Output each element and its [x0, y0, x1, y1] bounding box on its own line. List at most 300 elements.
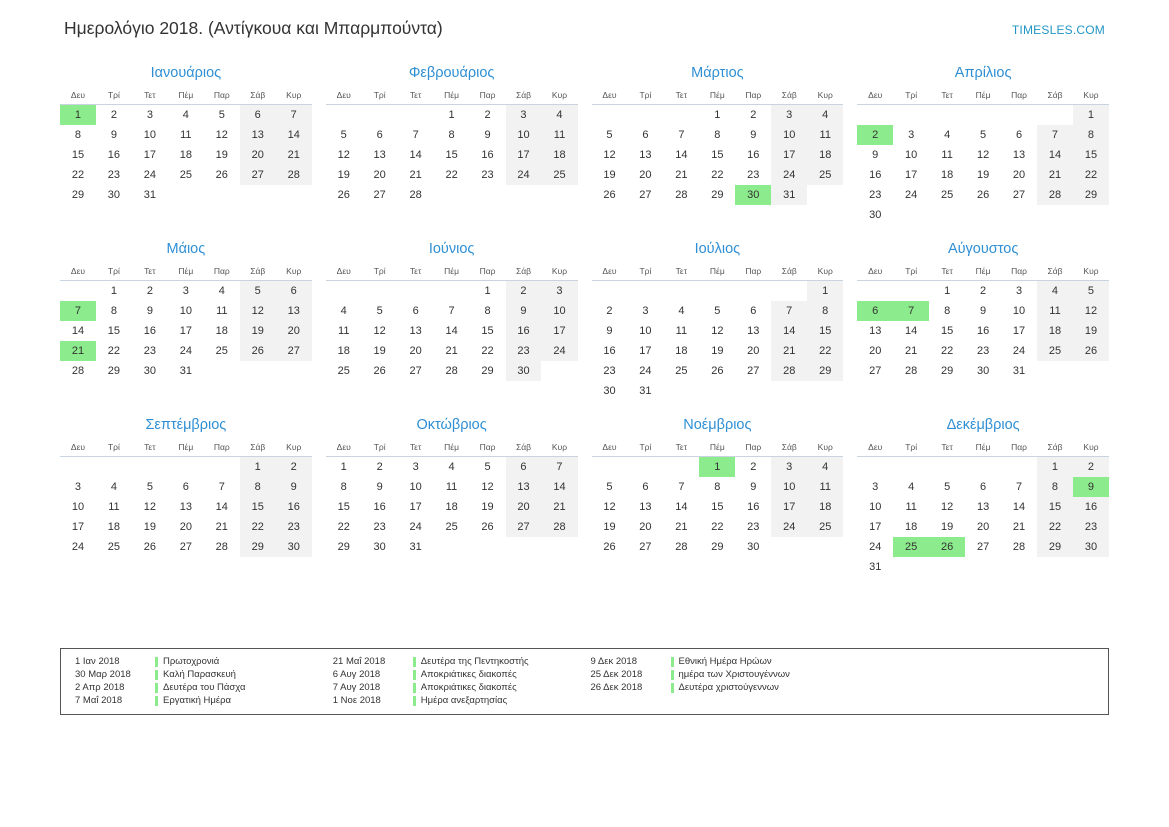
- day-cell[interactable]: 13: [639, 501, 652, 513]
- day-cell-weekend[interactable]: 10: [506, 125, 542, 145]
- day-cell-weekend[interactable]: 2: [506, 281, 542, 302]
- day-cell[interactable]: 28: [71, 365, 85, 377]
- day-cell[interactable]: 15: [337, 501, 350, 513]
- day-cell[interactable]: 13: [1012, 149, 1026, 161]
- day-cell[interactable]: 5: [340, 129, 347, 141]
- day-cell[interactable]: 8: [714, 129, 721, 141]
- day-cell-holiday[interactable]: 7: [893, 301, 929, 321]
- day-cell[interactable]: 24: [639, 365, 652, 377]
- day-cell[interactable]: 11: [108, 501, 120, 513]
- day-cell[interactable]: 16: [747, 149, 760, 161]
- day-cell[interactable]: 30: [107, 189, 121, 201]
- day-cell[interactable]: 27: [1012, 189, 1026, 201]
- day-cell[interactable]: 18: [337, 345, 350, 357]
- day-cell[interactable]: 27: [639, 189, 652, 201]
- day-cell-weekend[interactable]: 1: [240, 457, 276, 478]
- day-cell[interactable]: 20: [747, 345, 760, 357]
- day-cell[interactable]: 21: [215, 521, 228, 533]
- day-cell[interactable]: 15: [445, 149, 458, 161]
- day-cell-weekend[interactable]: 14: [1037, 145, 1073, 165]
- day-cell[interactable]: 26: [373, 365, 386, 377]
- day-cell-weekend[interactable]: 14: [276, 125, 312, 145]
- day-cell[interactable]: 28: [905, 365, 918, 377]
- day-cell[interactable]: 25: [941, 189, 954, 201]
- site-link[interactable]: TIMESLES.COM: [1011, 23, 1105, 37]
- day-cell-holiday[interactable]: 9: [1073, 477, 1109, 497]
- day-cell[interactable]: 20: [409, 345, 422, 357]
- day-cell[interactable]: 10: [179, 305, 192, 317]
- day-cell[interactable]: 25: [215, 345, 228, 357]
- day-cell[interactable]: 15: [711, 149, 724, 161]
- day-cell[interactable]: 14: [675, 149, 688, 161]
- day-cell[interactable]: 31: [639, 385, 652, 397]
- day-cell[interactable]: 28: [675, 189, 688, 201]
- day-cell-weekend[interactable]: 1: [807, 281, 843, 302]
- day-cell-weekend[interactable]: 25: [1037, 341, 1073, 361]
- day-cell-weekend[interactable]: 4: [807, 105, 843, 126]
- day-cell[interactable]: 16: [143, 325, 156, 337]
- day-cell[interactable]: 9: [146, 305, 153, 317]
- day-cell[interactable]: 31: [869, 561, 882, 573]
- day-cell-weekend[interactable]: 15: [1037, 497, 1073, 517]
- day-cell[interactable]: 18: [941, 169, 954, 181]
- day-cell[interactable]: 30: [976, 365, 990, 377]
- day-cell-weekend[interactable]: 21: [541, 497, 577, 517]
- day-cell[interactable]: 20: [639, 169, 652, 181]
- day-cell[interactable]: 17: [71, 521, 85, 533]
- day-cell[interactable]: 15: [711, 501, 724, 513]
- day-cell[interactable]: 14: [445, 325, 458, 337]
- day-cell[interactable]: 8: [340, 481, 347, 493]
- day-cell-holiday[interactable]: 6: [857, 301, 893, 321]
- day-cell[interactable]: 11: [216, 305, 228, 317]
- day-cell[interactable]: 4: [944, 129, 951, 141]
- day-cell[interactable]: 1: [340, 461, 347, 473]
- day-cell[interactable]: 13: [639, 149, 652, 161]
- day-cell[interactable]: 23: [869, 189, 882, 201]
- day-cell-weekend[interactable]: 12: [240, 301, 276, 321]
- day-cell[interactable]: 3: [182, 285, 189, 297]
- day-cell-weekend[interactable]: 23: [506, 341, 542, 361]
- day-cell[interactable]: 28: [215, 541, 228, 553]
- day-cell-weekend[interactable]: 8: [240, 477, 276, 497]
- day-cell[interactable]: 19: [481, 501, 494, 513]
- day-cell[interactable]: 29: [107, 365, 121, 377]
- day-cell[interactable]: 29: [711, 189, 724, 201]
- day-cell[interactable]: 24: [143, 169, 156, 181]
- day-cell[interactable]: 23: [976, 345, 990, 357]
- day-cell[interactable]: 22: [445, 169, 458, 181]
- day-cell[interactable]: 21: [675, 521, 688, 533]
- day-cell-weekend[interactable]: 10: [771, 125, 807, 145]
- day-cell-weekend[interactable]: 2: [276, 457, 312, 478]
- day-cell-weekend[interactable]: 13: [506, 477, 542, 497]
- day-cell-weekend[interactable]: 17: [541, 321, 577, 341]
- day-cell[interactable]: 11: [941, 149, 953, 161]
- day-cell[interactable]: 12: [215, 129, 228, 141]
- day-cell[interactable]: 31: [1012, 365, 1026, 377]
- day-cell-weekend[interactable]: 14: [541, 477, 577, 497]
- day-cell[interactable]: 1: [484, 285, 491, 297]
- day-cell[interactable]: 23: [603, 365, 616, 377]
- day-cell[interactable]: 6: [980, 481, 987, 493]
- day-cell[interactable]: 4: [678, 305, 685, 317]
- day-cell[interactable]: 23: [107, 169, 121, 181]
- day-cell[interactable]: 6: [412, 305, 419, 317]
- day-cell-weekend[interactable]: 21: [1037, 165, 1073, 185]
- day-cell-weekend[interactable]: 19: [1073, 321, 1109, 341]
- day-cell[interactable]: 11: [445, 481, 458, 493]
- day-cell[interactable]: 8: [74, 129, 82, 141]
- day-cell-weekend[interactable]: 10: [771, 477, 807, 497]
- day-cell-weekend[interactable]: 31: [771, 185, 807, 205]
- day-cell[interactable]: 30: [869, 209, 882, 221]
- day-cell[interactable]: 24: [409, 521, 422, 533]
- day-cell-weekend[interactable]: 22: [240, 517, 276, 537]
- day-cell-weekend[interactable]: 26: [240, 341, 276, 361]
- day-cell[interactable]: 18: [675, 345, 688, 357]
- day-cell[interactable]: 6: [642, 481, 649, 493]
- day-cell[interactable]: 4: [448, 461, 455, 473]
- day-cell-weekend[interactable]: 9: [276, 477, 312, 497]
- day-cell-weekend[interactable]: 24: [541, 341, 577, 361]
- day-cell[interactable]: 3: [1015, 285, 1023, 297]
- day-cell[interactable]: 17: [869, 521, 882, 533]
- day-cell[interactable]: 5: [606, 481, 613, 493]
- day-cell-weekend[interactable]: 3: [771, 105, 807, 126]
- day-cell[interactable]: 11: [180, 129, 192, 141]
- day-cell[interactable]: 4: [110, 481, 117, 493]
- day-cell-weekend[interactable]: 7: [771, 301, 807, 321]
- day-cell[interactable]: 23: [143, 345, 156, 357]
- day-cell-weekend[interactable]: 4: [807, 457, 843, 478]
- day-cell[interactable]: 12: [603, 501, 616, 513]
- day-cell[interactable]: 20: [639, 521, 652, 533]
- day-cell[interactable]: 29: [941, 365, 954, 377]
- day-cell-weekend[interactable]: 12: [1073, 301, 1109, 321]
- day-cell[interactable]: 7: [412, 129, 419, 141]
- day-cell[interactable]: 10: [143, 129, 156, 141]
- day-cell-weekend[interactable]: 22: [807, 341, 843, 361]
- day-cell[interactable]: 27: [976, 541, 990, 553]
- day-cell[interactable]: 12: [603, 149, 616, 161]
- day-cell-weekend[interactable]: 24: [506, 165, 542, 185]
- day-cell[interactable]: 27: [747, 365, 760, 377]
- day-cell[interactable]: 9: [750, 481, 757, 493]
- day-cell[interactable]: 27: [639, 541, 652, 553]
- day-cell[interactable]: 26: [215, 169, 228, 181]
- day-cell-weekend[interactable]: 8: [1073, 125, 1109, 145]
- day-cell-weekend[interactable]: 21: [771, 341, 807, 361]
- day-cell-weekend[interactable]: 7: [276, 105, 312, 126]
- day-cell[interactable]: 22: [711, 169, 724, 181]
- day-cell[interactable]: 10: [409, 481, 422, 493]
- day-cell-weekend[interactable]: 17: [771, 145, 807, 165]
- day-cell[interactable]: 9: [606, 325, 613, 337]
- day-cell-weekend[interactable]: 15: [1073, 145, 1109, 165]
- day-cell[interactable]: 10: [1012, 305, 1026, 317]
- day-cell-weekend[interactable]: 23: [1073, 517, 1109, 537]
- day-cell[interactable]: 15: [71, 149, 85, 161]
- day-cell[interactable]: 10: [905, 149, 918, 161]
- day-cell-weekend[interactable]: 9: [506, 301, 542, 321]
- day-cell[interactable]: 6: [182, 481, 189, 493]
- day-cell[interactable]: 30: [603, 385, 616, 397]
- day-cell-weekend[interactable]: 28: [541, 517, 577, 537]
- day-cell[interactable]: 14: [1012, 501, 1026, 513]
- day-cell[interactable]: 4: [908, 481, 915, 493]
- day-cell[interactable]: 21: [675, 169, 688, 181]
- day-cell-weekend[interactable]: 6: [506, 457, 542, 478]
- day-cell[interactable]: 12: [337, 149, 350, 161]
- day-cell[interactable]: 7: [678, 129, 685, 141]
- day-cell-weekend[interactable]: 30: [1073, 537, 1109, 557]
- day-cell[interactable]: 25: [675, 365, 688, 377]
- day-cell[interactable]: 16: [747, 501, 760, 513]
- day-cell[interactable]: 25: [179, 169, 192, 181]
- day-cell[interactable]: 7: [678, 481, 685, 493]
- day-cell[interactable]: 3: [872, 481, 879, 493]
- day-cell[interactable]: 5: [146, 481, 153, 493]
- day-cell-weekend[interactable]: 29: [240, 537, 276, 557]
- day-cell[interactable]: 24: [869, 541, 882, 553]
- day-cell[interactable]: 17: [905, 169, 918, 181]
- day-cell[interactable]: 21: [1012, 521, 1026, 533]
- day-cell[interactable]: 19: [373, 345, 386, 357]
- day-cell-weekend[interactable]: 18: [1037, 321, 1073, 341]
- day-cell[interactable]: 26: [603, 189, 616, 201]
- day-cell[interactable]: 11: [905, 501, 917, 513]
- day-cell[interactable]: 20: [373, 169, 386, 181]
- day-cell[interactable]: 12: [976, 149, 990, 161]
- day-cell[interactable]: 23: [373, 521, 386, 533]
- day-cell[interactable]: 9: [484, 129, 491, 141]
- day-cell[interactable]: 16: [107, 149, 121, 161]
- day-cell[interactable]: 8: [484, 305, 491, 317]
- day-cell[interactable]: 2: [606, 305, 613, 317]
- day-cell-weekend[interactable]: 8: [1037, 477, 1073, 497]
- day-cell[interactable]: 29: [337, 541, 350, 553]
- day-cell[interactable]: 12: [481, 481, 494, 493]
- day-cell[interactable]: 4: [218, 285, 225, 297]
- day-cell[interactable]: 6: [1015, 129, 1023, 141]
- day-cell[interactable]: 16: [603, 345, 616, 357]
- day-cell-holiday[interactable]: 30: [735, 185, 771, 205]
- day-cell[interactable]: 23: [747, 521, 760, 533]
- day-cell[interactable]: 22: [107, 345, 121, 357]
- day-cell-weekend[interactable]: 8: [807, 301, 843, 321]
- day-cell[interactable]: 6: [642, 129, 649, 141]
- day-cell[interactable]: 15: [941, 325, 954, 337]
- day-cell[interactable]: 17: [1012, 325, 1026, 337]
- day-cell[interactable]: 8: [714, 481, 721, 493]
- day-cell[interactable]: 5: [484, 461, 491, 473]
- day-cell[interactable]: 9: [872, 149, 879, 161]
- day-cell[interactable]: 16: [373, 501, 386, 513]
- day-cell[interactable]: 19: [215, 149, 228, 161]
- day-cell[interactable]: 4: [340, 305, 347, 317]
- day-cell-weekend[interactable]: 11: [1037, 301, 1073, 321]
- day-cell[interactable]: 16: [869, 169, 882, 181]
- day-cell[interactable]: 7: [218, 481, 225, 493]
- day-cell-weekend[interactable]: 23: [276, 517, 312, 537]
- day-cell[interactable]: 17: [143, 149, 156, 161]
- day-cell[interactable]: 26: [143, 541, 156, 553]
- day-cell[interactable]: 22: [941, 345, 954, 357]
- day-cell[interactable]: 17: [409, 501, 422, 513]
- day-cell-weekend[interactable]: 26: [1073, 341, 1109, 361]
- day-cell[interactable]: 9: [980, 305, 987, 317]
- day-cell[interactable]: 28: [675, 541, 688, 553]
- day-cell-weekend[interactable]: 11: [541, 125, 577, 145]
- day-cell-weekend[interactable]: 27: [240, 165, 276, 185]
- day-cell[interactable]: 5: [376, 305, 383, 317]
- day-cell[interactable]: 5: [980, 129, 987, 141]
- day-cell-weekend[interactable]: 4: [1037, 281, 1073, 302]
- day-cell[interactable]: 20: [869, 345, 882, 357]
- day-cell[interactable]: 2: [484, 109, 491, 121]
- day-cell[interactable]: 13: [747, 325, 760, 337]
- day-cell[interactable]: 10: [869, 501, 882, 513]
- day-cell[interactable]: 18: [179, 149, 192, 161]
- day-cell-weekend[interactable]: 3: [541, 281, 577, 302]
- day-cell[interactable]: 13: [373, 149, 386, 161]
- day-cell[interactable]: 2: [750, 109, 757, 121]
- day-cell[interactable]: 28: [445, 365, 458, 377]
- day-cell[interactable]: 30: [373, 541, 386, 553]
- day-cell[interactable]: 13: [179, 501, 192, 513]
- day-cell-weekend[interactable]: 7: [541, 457, 577, 478]
- day-cell[interactable]: 18: [445, 501, 458, 513]
- day-cell[interactable]: 19: [976, 169, 990, 181]
- day-cell-weekend[interactable]: 5: [240, 281, 276, 302]
- day-cell[interactable]: 2: [980, 285, 987, 297]
- day-cell[interactable]: 14: [905, 325, 918, 337]
- day-cell[interactable]: 11: [675, 325, 688, 337]
- day-cell-weekend[interactable]: 29: [1073, 185, 1109, 205]
- day-cell-holiday[interactable]: 21: [60, 341, 96, 361]
- day-cell[interactable]: 18: [107, 521, 121, 533]
- day-cell[interactable]: 2: [146, 285, 153, 297]
- day-cell[interactable]: 22: [711, 521, 724, 533]
- day-cell[interactable]: 6: [376, 129, 383, 141]
- day-cell[interactable]: 9: [376, 481, 383, 493]
- day-cell[interactable]: 12: [143, 501, 156, 513]
- day-cell[interactable]: 22: [71, 169, 85, 181]
- day-cell[interactable]: 24: [179, 345, 192, 357]
- day-cell[interactable]: 21: [409, 169, 422, 181]
- day-cell[interactable]: 14: [409, 149, 422, 161]
- day-cell[interactable]: 31: [409, 541, 422, 553]
- day-cell[interactable]: 20: [976, 521, 990, 533]
- day-cell[interactable]: 20: [1012, 169, 1026, 181]
- day-cell[interactable]: 24: [905, 189, 918, 201]
- day-cell-weekend[interactable]: 27: [276, 341, 312, 361]
- day-cell[interactable]: 19: [711, 345, 724, 357]
- day-cell[interactable]: 14: [675, 501, 688, 513]
- day-cell[interactable]: 26: [976, 189, 990, 201]
- day-cell-weekend[interactable]: 15: [240, 497, 276, 517]
- day-cell-weekend[interactable]: 20: [276, 321, 312, 341]
- day-cell-weekend[interactable]: 22: [1073, 165, 1109, 185]
- day-cell[interactable]: 5: [218, 109, 225, 121]
- day-cell[interactable]: 26: [603, 541, 616, 553]
- day-cell-weekend[interactable]: 16: [276, 497, 312, 517]
- day-cell[interactable]: 6: [750, 305, 757, 317]
- day-cell-weekend[interactable]: 29: [1037, 537, 1073, 557]
- day-cell-holiday[interactable]: 7: [60, 301, 96, 321]
- day-cell-weekend[interactable]: 22: [1037, 517, 1073, 537]
- day-cell[interactable]: 28: [409, 189, 422, 201]
- day-cell-weekend[interactable]: 28: [771, 361, 807, 381]
- day-cell[interactable]: 30: [747, 541, 760, 553]
- day-cell[interactable]: 17: [179, 325, 192, 337]
- day-cell[interactable]: 28: [1012, 541, 1026, 553]
- day-cell-weekend[interactable]: 25: [807, 517, 843, 537]
- day-cell-holiday[interactable]: 1: [699, 457, 735, 478]
- day-cell-weekend[interactable]: 7: [1037, 125, 1073, 145]
- day-cell[interactable]: 30: [143, 365, 156, 377]
- day-cell[interactable]: 1: [448, 109, 455, 121]
- day-cell[interactable]: 5: [944, 481, 951, 493]
- day-cell-weekend[interactable]: 11: [807, 477, 843, 497]
- day-cell[interactable]: 26: [711, 365, 724, 377]
- day-cell[interactable]: 11: [338, 325, 350, 337]
- day-cell-weekend[interactable]: 5: [1073, 281, 1109, 302]
- day-cell[interactable]: 19: [337, 169, 350, 181]
- day-cell[interactable]: 23: [747, 169, 760, 181]
- day-cell[interactable]: 2: [376, 461, 383, 473]
- day-cell-weekend[interactable]: 3: [506, 105, 542, 126]
- day-cell[interactable]: 22: [481, 345, 494, 357]
- day-cell[interactable]: 26: [481, 521, 494, 533]
- day-cell[interactable]: 19: [941, 521, 954, 533]
- day-cell[interactable]: 19: [603, 521, 616, 533]
- day-cell-weekend[interactable]: 14: [771, 321, 807, 341]
- day-cell-weekend[interactable]: 20: [240, 145, 276, 165]
- day-cell[interactable]: 29: [71, 189, 85, 201]
- day-cell[interactable]: 29: [481, 365, 494, 377]
- day-cell[interactable]: 27: [409, 365, 422, 377]
- day-cell-weekend[interactable]: 28: [276, 165, 312, 185]
- day-cell[interactable]: 24: [1012, 345, 1026, 357]
- day-cell[interactable]: 4: [182, 109, 189, 121]
- day-cell[interactable]: 9: [750, 129, 757, 141]
- day-cell[interactable]: 7: [1015, 481, 1023, 493]
- day-cell[interactable]: 22: [337, 521, 350, 533]
- day-cell[interactable]: 1: [110, 285, 117, 297]
- day-cell-weekend[interactable]: 19: [240, 321, 276, 341]
- day-cell[interactable]: 21: [445, 345, 458, 357]
- day-cell[interactable]: 3: [642, 305, 649, 317]
- day-cell[interactable]: 5: [606, 129, 613, 141]
- day-cell[interactable]: 14: [215, 501, 228, 513]
- day-cell[interactable]: 3: [908, 129, 915, 141]
- day-cell-weekend[interactable]: 13: [240, 125, 276, 145]
- day-cell-weekend[interactable]: 10: [541, 301, 577, 321]
- day-cell[interactable]: 23: [481, 169, 494, 181]
- day-cell[interactable]: 8: [944, 305, 951, 317]
- day-cell-weekend[interactable]: 11: [807, 125, 843, 145]
- day-cell[interactable]: 29: [711, 541, 724, 553]
- day-cell[interactable]: 15: [107, 325, 121, 337]
- day-cell[interactable]: 26: [337, 189, 350, 201]
- day-cell[interactable]: 2: [750, 461, 757, 473]
- day-cell-weekend[interactable]: 21: [276, 145, 312, 165]
- day-cell[interactable]: 1: [944, 285, 951, 297]
- day-cell[interactable]: 20: [179, 521, 192, 533]
- day-cell[interactable]: 25: [445, 521, 458, 533]
